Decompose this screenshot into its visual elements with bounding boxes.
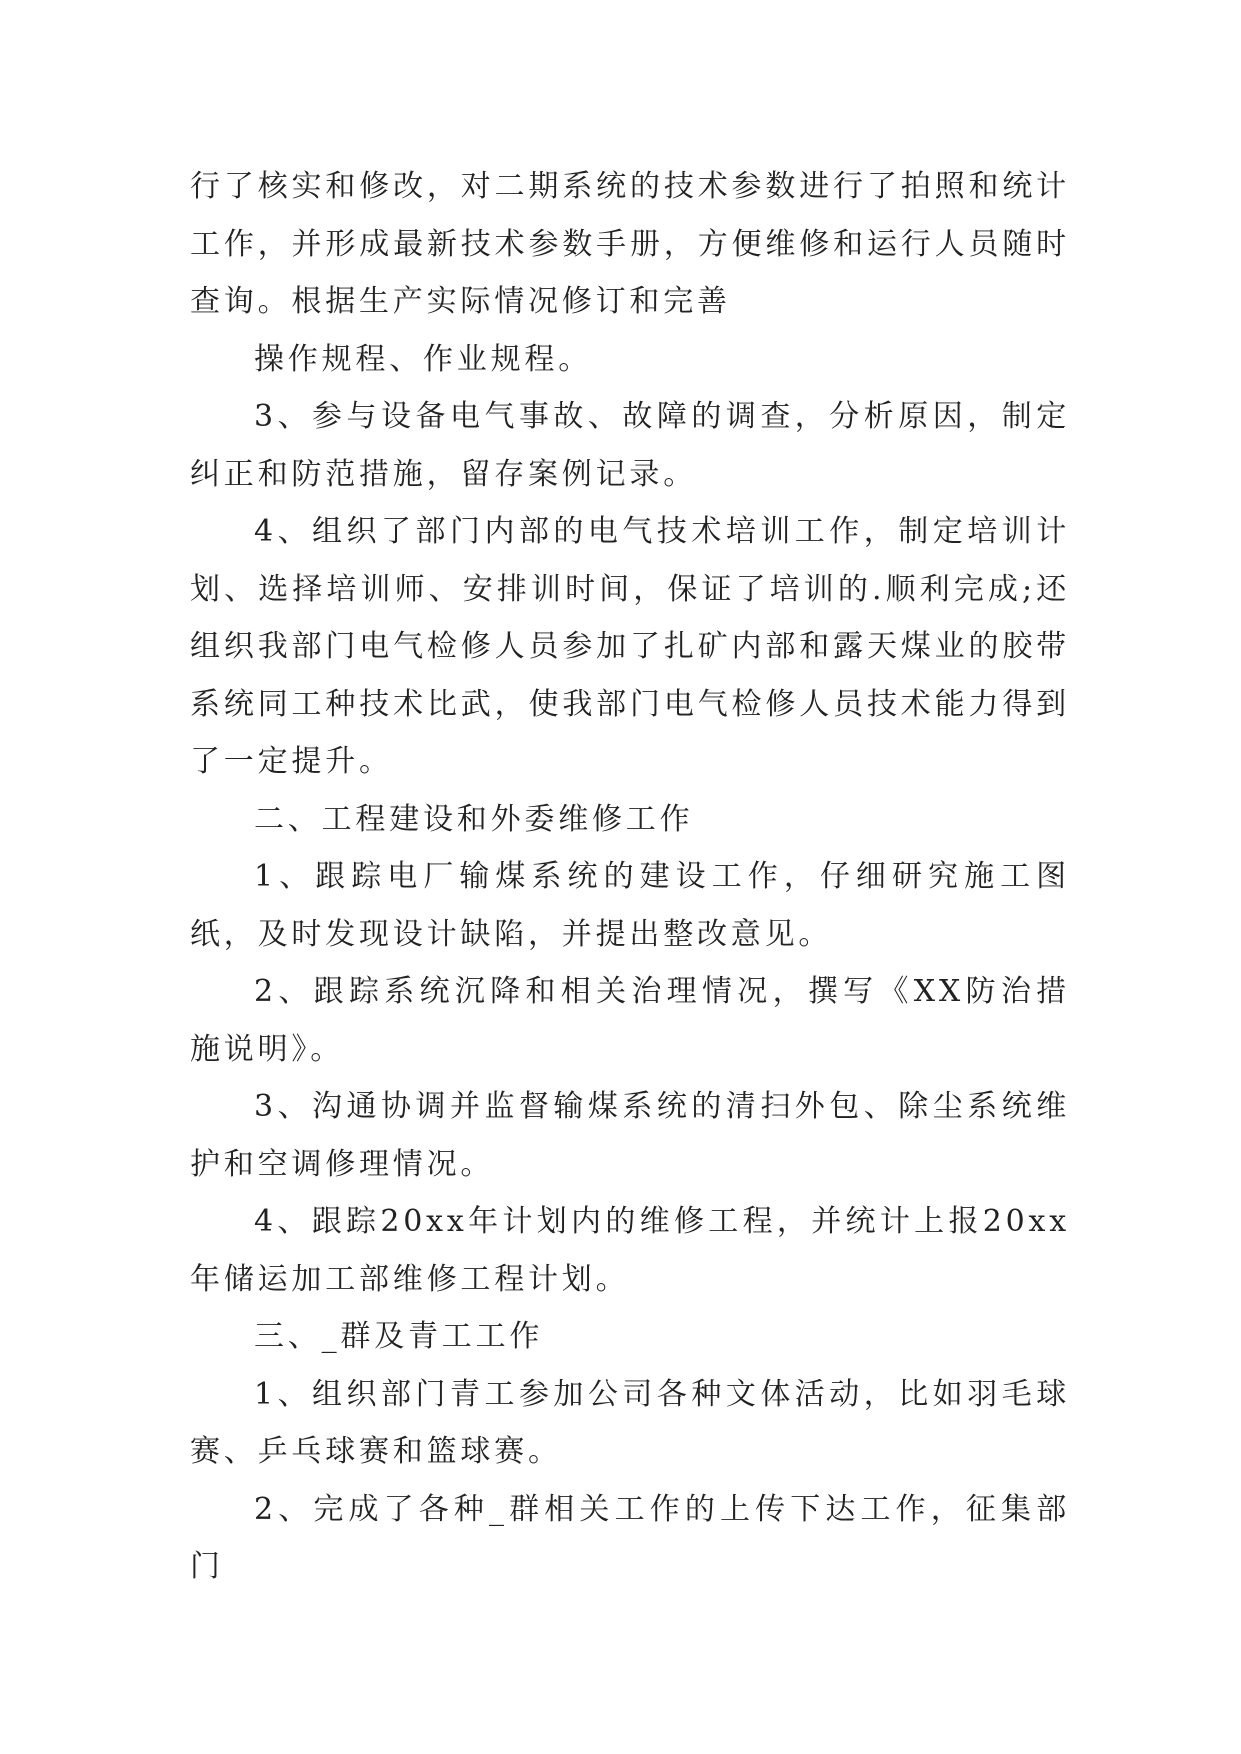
paragraph-procedures: 操作规程、作业规程。 [254,341,592,377]
paragraph-section3-item-2: 2、完成了各种_群相关工作的上传下达工作，征集部门 [190,1491,1070,1584]
paragraph-section2-item-4: 4、跟踪20xx年计划内的维修工程，并统计上报20xx年储运加工部维修工程计划。 [190,1204,1070,1297]
section-heading-2: 二、工程建设和外委维修工作 [254,801,694,837]
document-body [190,158,1070,1596]
paragraph-item-3: 3、参与设备电气事故、故障的调查，分析原因，制定纠正和防范措施，留存案例记录。 [190,399,1070,492]
section-heading-3: 三、_群及青工工作 [254,1319,544,1354]
paragraph-item-4: 4、组织了部门内部的电气技术培训工作，制定培训计划、选择培训师、安排训时间，保证了培训的.顺利完成;还组织我部门电气检修人员参加了扎矿内部和露天煤业的胶带系统同工种技术比武，使我部门电气检修人员技术能力得到了一定提升。 [190,514,1070,779]
paragraph-section2-item-1: 1、跟踪电厂输煤系统的建设工作，仔细研究施工图纸，及时发现设计缺陷，并提出整改意见。 [190,859,1070,952]
paragraph-section3-item-1: 1、组织部门青工参加公司各种文体活动，比如羽毛球赛、乒乓球赛和篮球赛。 [190,1376,1070,1469]
paragraph-section2-item-2: 2、跟踪系统沉降和相关治理情况，撰写《XX防治措施说明》。 [190,974,1070,1067]
paragraph-continuation: 行了核实和修改，对二期系统的技术参数进行了拍照和统计工作，并形成最新技术参数手册，方便维修和运行人员随时查询。根据生产实际情况修订和完善 [190,169,1070,319]
paragraph-section2-item-3: 3、沟通协调并监督输煤系统的清扫外包、除尘系统维护和空调修理情况。 [190,1089,1070,1182]
